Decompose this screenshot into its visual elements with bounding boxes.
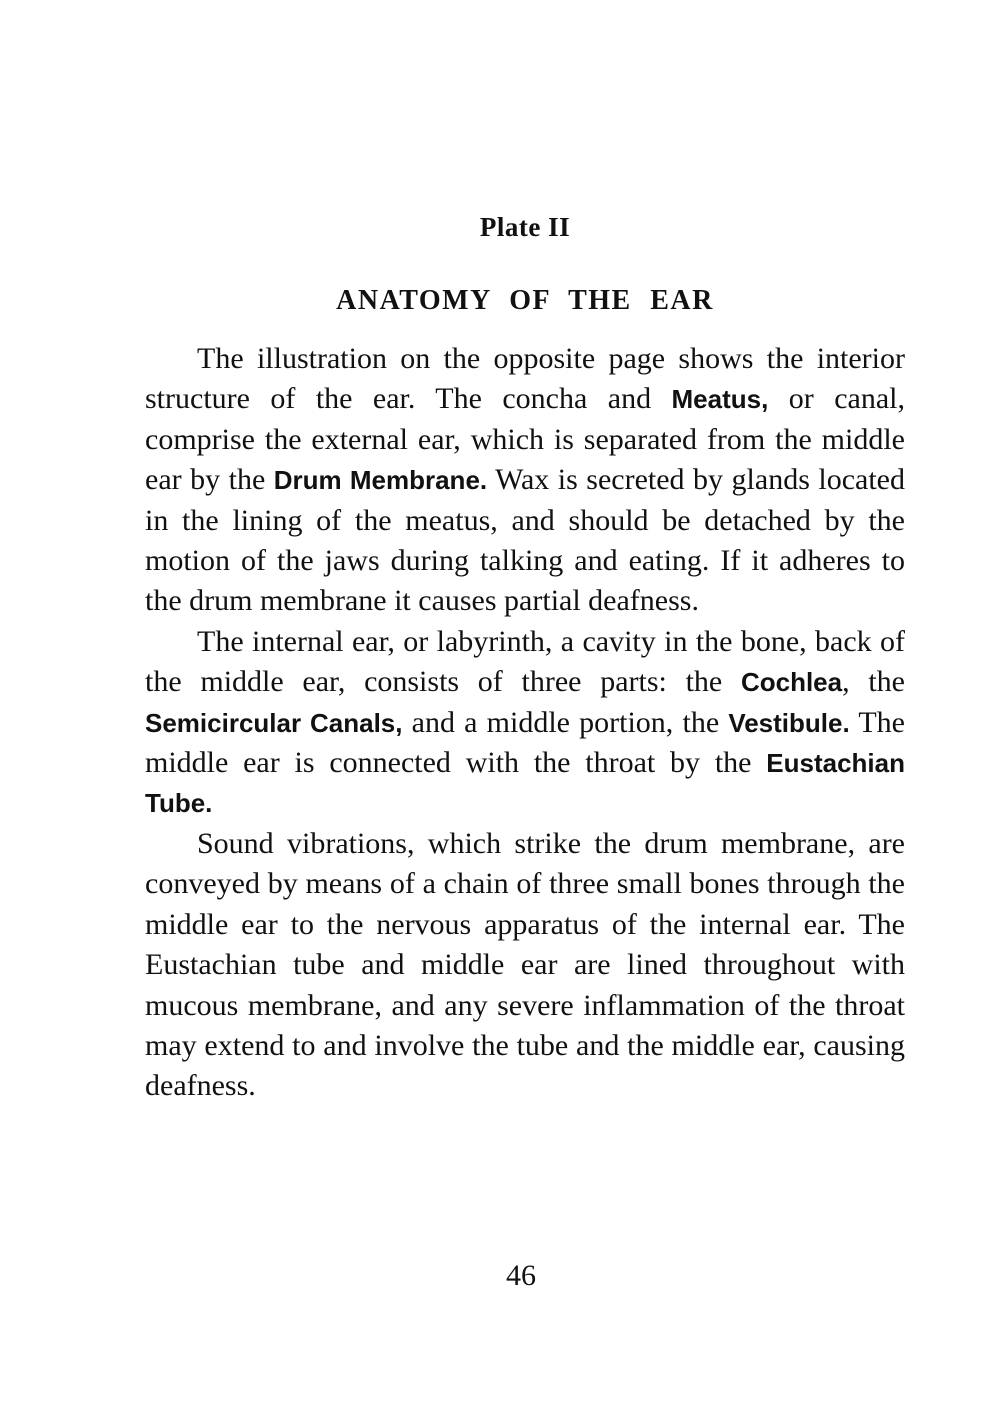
term-drum-membrane: Drum Membrane. (273, 465, 488, 496)
plate-label: Plate II (479, 212, 571, 242)
text-run: , the (842, 665, 905, 699)
text-run: The illustration on the opposite page shows the interior structure of the ear. The concha and (145, 342, 905, 416)
paragraph-sound-vibrations (145, 824, 905, 1107)
page-title: ANATOMY OF THE EAR (336, 285, 714, 316)
text-run: The internal ear, or labyrinth, a cavity in the bone, back of the middle ear, consists of three parts: the (145, 624, 905, 699)
term-meatus: Meatus, (671, 384, 769, 415)
paragraph-ear-structure (145, 339, 905, 622)
text-run: and a middle portion, the (402, 705, 729, 739)
term-semicircular-canals: Semicircular Canals, (145, 707, 403, 738)
text-run: The middle ear is connected with the throat by the (145, 705, 905, 780)
term-vestibule: Vestibule. (728, 707, 850, 738)
term-cochlea: Cochlea (740, 667, 843, 698)
text-run: Sound vibrations, which strike the drum membrane, are conveyed by means of a chain of three small bones through the middle ear to the nervous apparatus of the internal ear. The Eustachian tube and middle ear are lined throughout with mucous membrane, and any severe inflammation of the throat may extend to and involve the tube and the middle ear, causing deafness. (145, 826, 905, 1103)
paragraph-internal-ear (145, 622, 905, 824)
term-eustachian-tube: Eustachian Tube. (145, 748, 905, 819)
body-text (145, 339, 905, 1107)
text-run: or canal, comprise the external ear, which is separated from the middle ear by the (145, 382, 905, 497)
page-number: 46 (506, 1259, 536, 1292)
text-run: Wax is secreted by glands located in the lining of the meatus, and should be detached by the motion of the jaws during talking and eating. If it adheres to the drum membrane it causes partial deafness. (145, 463, 905, 618)
